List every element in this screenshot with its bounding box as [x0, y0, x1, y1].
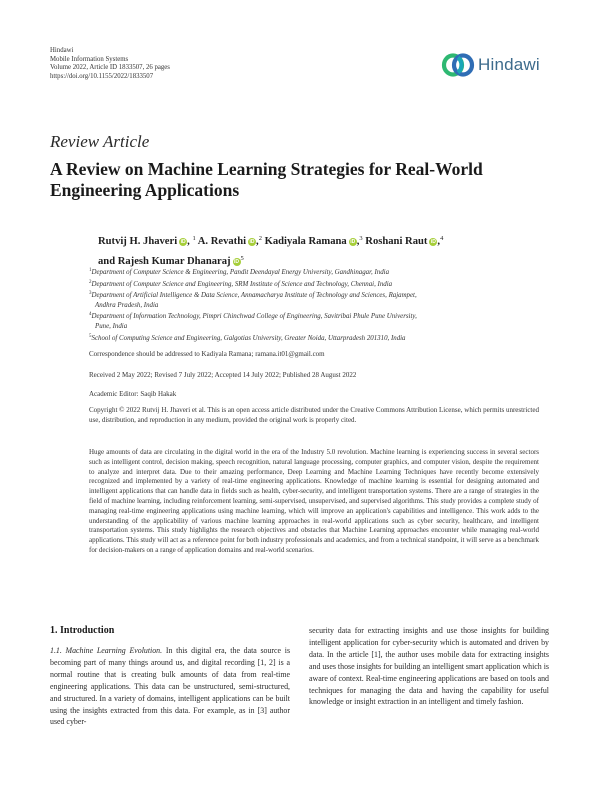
- author-name[interactable]: Kadiyala Ramana: [264, 236, 347, 247]
- article-type: Review Article: [50, 132, 150, 151]
- section-heading: 1. Introduction: [50, 625, 115, 636]
- affiliation-item: $^2$Department of Computer Science and Engineering, SRM Institute of Science and Technology, Chennai, India: [89, 279, 393, 288]
- logo-wordmark: Hindawi: [478, 55, 540, 74]
- publisher-name: Hindawi: [50, 47, 74, 54]
- author-affiliation-mark: 1: [192, 235, 196, 242]
- author-affiliation-mark: 3: [359, 235, 363, 242]
- affiliation-item: $^5$School of Computing Science and Engineering, Galgotias University, Greater Noida, Uttarpradesh 201310, India: [89, 333, 406, 342]
- hindawi-logo[interactable]: [441, 51, 556, 79]
- doi-link[interactable]: https://doi.org/10.1155/2022/1833507: [50, 72, 154, 80]
- article-title: A Review on Machine Learning Strategies for Real-World Engineering Applications: [50, 159, 483, 200]
- affiliation-item: $^4$Department of Information Technology, Pimpri Chinchwad College of Engineering, Savitribai Phule Pune University, Pune, India: [89, 312, 417, 330]
- copyright-notice: Copyright © 2022 Rutvij H. Jhaveri et al. This is an open access article distributed under the Creative Commons Attribution License, which permits unrestricted use, distribution, and reproduction in any medium, provided the original work is properly cited.: [89, 406, 539, 424]
- correspondence: Correspondence should be addressed to Kadiyala Ramana; ramana.it01@gmail.com: [89, 350, 325, 358]
- intro-paragraph: In this digital era, the data source is becoming part of many things around us, and digital recording [1, 2] is a normal routine that is creating bulk amounts of data from real-time engineering applications. This data can be unstructured, semi-structured, and structured. In a variety of domains, intelligent applications can be built using the insights extracted from this data. For example, as in [3] author used cyber-: [50, 646, 291, 727]
- author-affiliation-mark: 2: [258, 235, 262, 242]
- journal-name: Mobile Information Systems: [50, 55, 129, 63]
- affiliation-item: $^1$Department of Computer Science & Engineering, Pandit Deendayal Energy University, Gandhinagar, India: [89, 268, 390, 276]
- orcid-icon[interactable]: iD: [350, 239, 356, 245]
- body-column-right: security data for extracting insights and use those insights for building intelligent application for cyber-security which is automated and driven by data. In the article [1], the author uses mobile data for extracting insights and uses those insights for building an intelligent smart application which is aware of context. Real-time engineering applications are based on tools and techniques for managing the data and having the capability for useful knowledge or insight extraction in an intelligent and timely fashion.: [309, 626, 549, 707]
- author-name[interactable]: Roshani Raut: [365, 236, 428, 247]
- subsection-heading: 1.1. Machine Learning Evolution.: [50, 646, 163, 655]
- author-affiliation-mark: 5: [240, 255, 244, 262]
- orcid-icon[interactable]: iD: [249, 239, 255, 245]
- affiliation-item: $^3$Department of Artificial Intelligence & Data Science, Annamacharya Institute of Technology and Sciences, Rajampet, Andhra Pradesh, India: [89, 291, 417, 309]
- hindawi-logo-icon: [441, 52, 475, 78]
- academic-editor: Academic Editor: Saqib Hakak: [89, 390, 177, 398]
- author-name[interactable]: Rutvij H. Jhaveri: [98, 236, 178, 247]
- author-affiliation-mark: 4: [440, 235, 444, 242]
- body-column-left: [50, 645, 290, 728]
- journal-metadata: [50, 47, 170, 81]
- orcid-icon[interactable]: iD: [180, 239, 186, 245]
- publication-dates: Received 2 May 2022; Revised 7 July 2022; Accepted 14 July 2022; Published 28 August 2022: [89, 371, 357, 379]
- affiliations: [89, 266, 539, 343]
- orcid-icon[interactable]: iD: [430, 239, 436, 245]
- author-separator: ,: [187, 236, 193, 247]
- orcid-icon[interactable]: iD: [234, 259, 240, 265]
- author-name[interactable]: and Rajesh Kumar Dhanaraj: [98, 256, 231, 267]
- author-list: Rutvij H. Jhaveri iD , $^1$ A. Revathi iD ,$^2$ Kadiyala Ramana iD ,$^3$ Roshani Raut iD ,$^4$ and Rajesh Kumar Dhanaraj iD $^5$: [98, 235, 444, 267]
- volume-info: Volume 2022, Article ID 1833507, 26 pages: [50, 64, 170, 72]
- author-name[interactable]: A. Revathi: [197, 236, 247, 247]
- abstract: Huge amounts of data are circulating in the digital world in the era of the Industry 5.0 revolution. Machine learning is experiencing success in several sectors such as intelligent control, decision making, speech recognition, natural language processing, computer graphics, and computer vision, despite the requirement to analyze and interpret data. Due to their amazing performance, Deep Learning and Machine Learning Techniques have recently become extensively recognized and implemented by a variety of real-time engineering applications. Knowledge of machine learning is essential for designing automated and intelligent applications that can handle data in fields such as health, cyber-security, and intelligent transportation systems. There are a range of strategies in the field of machine learning, including reinforcement learning, semi-supervised, unsupervised, and supervised algorithms. This study provides a complete study of managing real-time engineering applications using machine learning, which will improve an application's capabilities and intelligence. This work adds to the understanding of the applicability of various machine learning approaches in real-world applications such as cyber security, healthcare, and intelligent transportation systems. This study highlights the research objectives and obstacles that Machine Learning approaches encounter while managing real-world applications. This study will act as a reference point for both industry professionals and academics, and from a technical standpoint, it will serve as a benchmark for decision-makers on a range of application domains and real-world scenarios.: [89, 448, 539, 554]
